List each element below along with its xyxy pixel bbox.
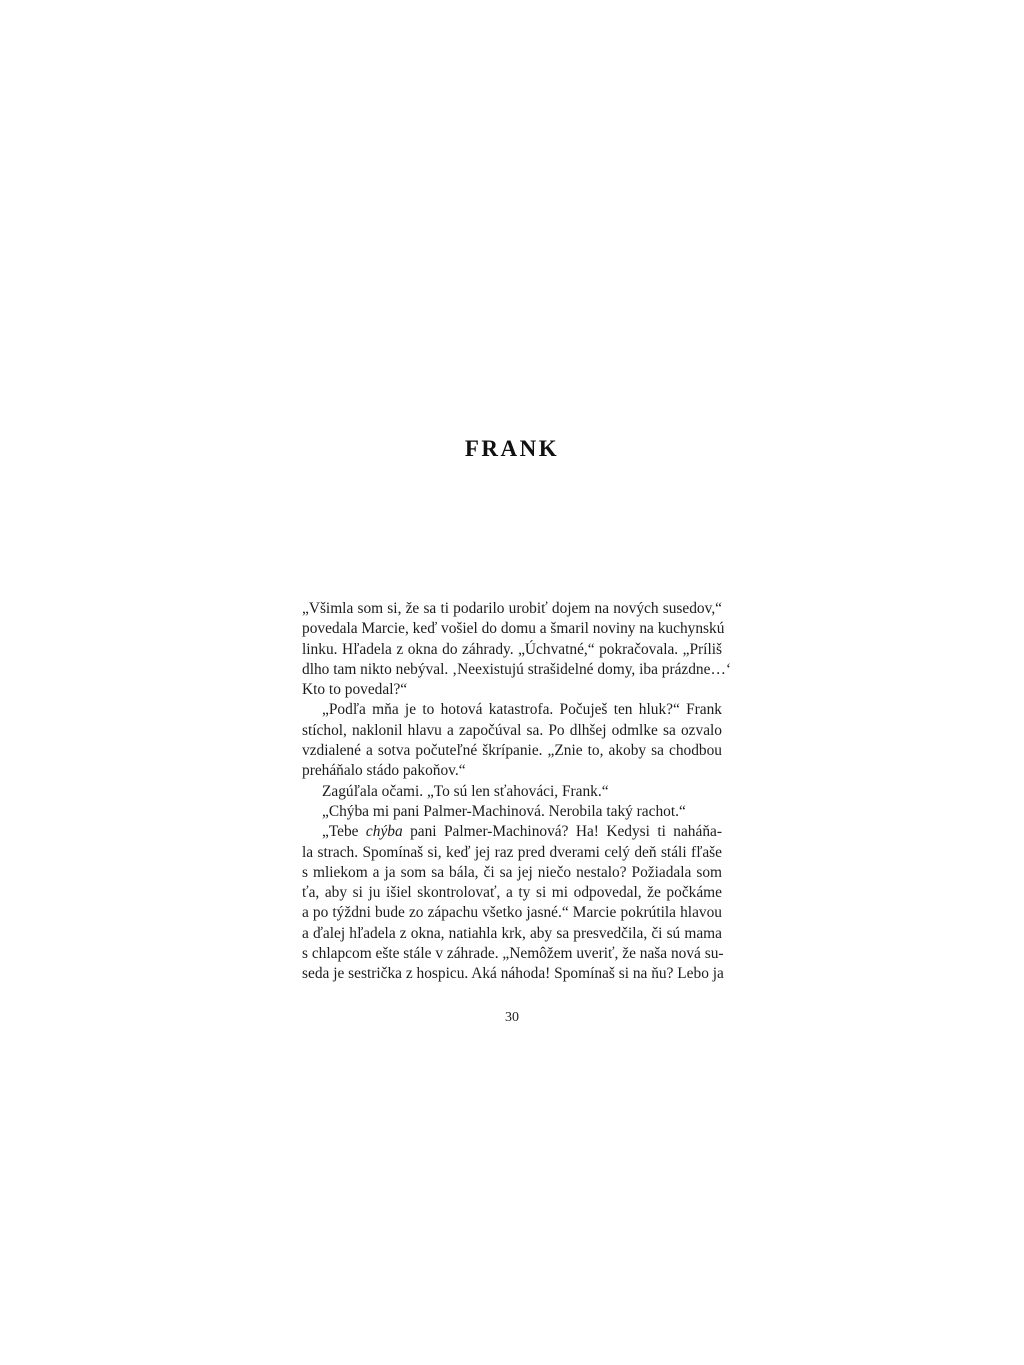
text-line: Zagúľala očami. „To sú len sťahováci, Frank.“: [322, 782, 609, 800]
text-line: seda je sestrička z hospicu. Aká náhoda! Spomínaš si na ňu? Lebo ja: [302, 965, 724, 983]
chapter-title: FRANK: [464, 436, 560, 461]
text-line: dlho tam nikto nebýval. ‚Neexistujú strašidelné domy, iba prázdne…‘: [302, 660, 731, 678]
text-line: „Všimla som si, že sa ti podarilo urobiť dojem na nových susedov,“: [302, 600, 722, 617]
text-line: ťa, aby si ju išiel skontrolovať, a ty si mi odpovedal, že počkáme: [302, 884, 722, 902]
body-text: [302, 599, 731, 985]
text-line: stíchol, naklonil hlavu a započúval sa. Po dlhšej odmlke sa ozvalo: [302, 721, 722, 739]
text-line: preháňalo stádo pakoňov.“: [302, 762, 466, 780]
page-number: 30: [505, 1010, 519, 1025]
text-line: linku. Hľadela z okna do záhrady. „Úchvatné,“ pokračovala. „Príliš: [302, 640, 722, 658]
text-line: „Podľa mňa je to hotová katastrofa. Počuješ ten hluk?“ Frank: [322, 701, 722, 719]
italic-emphasis: chýba: [365, 823, 403, 841]
text-line: „Chýba mi pani Palmer-Machinová. Nerobila taký rachot.“: [322, 802, 686, 820]
text-line: s chlapcom ešte stále v záhrade. „Nemôžem uveriť, že naša nová su-: [302, 945, 724, 963]
text-line: vzdialené a sotva počuteľné škrípanie. „Znie to, akoby sa chodbou: [302, 742, 722, 760]
text-line: „Tebe chýba pani Palmer-Machinová? Ha! Kedysi ti naháňa-: [322, 823, 722, 841]
text-line: a ďalej hľadela z okna, natiahla krk, aby sa presvedčila, či sú mama: [302, 924, 722, 942]
text-line: povedala Marcie, keď vošiel do domu a šmaril noviny na kuchynskú: [302, 620, 725, 638]
text-line: Kto to povedal?“: [302, 681, 408, 699]
text-line: s mliekom a ja som sa bála, či sa jej niečo nestalo? Požiadala som: [302, 863, 722, 881]
text-line: la strach. Spomínaš si, keď jej raz pred dverami celý deň stáli fľaše: [302, 843, 722, 861]
text-line: a po týždni bude zo zápachu všetko jasné.“ Marcie pokrútila hlavou: [302, 904, 722, 922]
